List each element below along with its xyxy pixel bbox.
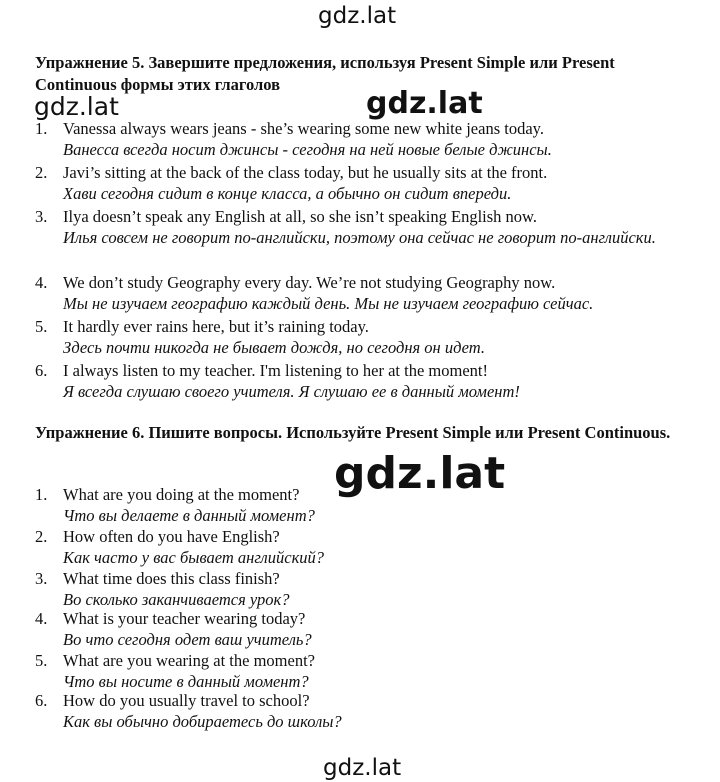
english-sentence: Ilya doesn’t speak any English at all, so she isn’t speaking English now. (63, 207, 538, 226)
item-number: 6. (35, 361, 48, 380)
item-number: 4. (35, 609, 48, 628)
russian-translation: Что вы делаете в данный момент? (63, 506, 315, 525)
russian-translation: Мы не изучаем географию каждый день. Мы не изучаем географию сейчас. (63, 294, 594, 313)
list-item (35, 118, 685, 160)
item-number: 5. (35, 317, 48, 336)
list-item (35, 484, 685, 526)
english-question: What are you wearing at the moment? (63, 651, 315, 670)
item-number: 5. (35, 651, 48, 670)
item-number: 2. (35, 163, 48, 182)
list-item (35, 206, 685, 248)
russian-translation: Как вы обычно добираетесь до школы? (63, 712, 342, 731)
list-item (35, 690, 685, 732)
english-question: What are you doing at the moment? (63, 485, 300, 504)
item-number: 3. (35, 207, 48, 226)
russian-translation: Ванесса всегда носит джинсы - сегодня на ней новые белые джинсы. (63, 140, 552, 159)
watermark: gdz.lat (318, 3, 397, 29)
item-number: 3. (35, 569, 48, 588)
russian-translation: Во сколько заканчивается урок? (63, 590, 290, 609)
list-item (35, 316, 685, 358)
list-item (35, 526, 685, 568)
english-sentence: I always listen to my teacher. I'm listening to her at the moment! (63, 361, 488, 380)
russian-translation: Как часто у вас бывает английский? (63, 548, 325, 567)
item-number: 6. (35, 691, 48, 710)
english-sentence: Javi’s sitting at the back of the class today, but he usually sits at the front. (63, 163, 548, 182)
russian-translation: Хави сегодня сидит в конце класса, а обычно он сидит впереди. (63, 184, 512, 203)
russian-translation: Здесь почти никогда не бывает дождя, но сегодня он идет. (63, 338, 486, 357)
russian-translation: Илья совсем не говорит по-английски, поэтому она сейчас не говорит по-английски. (63, 228, 656, 247)
watermark: gdz.lat (323, 755, 402, 781)
english-sentence: It hardly ever rains here, but it’s raining today. (63, 317, 369, 336)
list-item (35, 568, 685, 610)
english-question: What is your teacher wearing today? (63, 609, 306, 628)
watermark: gdz.lat (334, 448, 506, 499)
item-number: 4. (35, 273, 48, 292)
watermark: gdz.lat (366, 86, 483, 121)
english-question: How do you usually travel to school? (63, 691, 310, 710)
list-item (35, 608, 685, 650)
russian-translation: Я всегда слушаю своего учителя. Я слушаю ее в данный момент! (63, 382, 520, 401)
english-question: What time does this class finish? (63, 569, 280, 588)
item-number: 1. (35, 485, 48, 504)
watermark: gdz.lat (34, 92, 119, 121)
item-number: 1. (35, 119, 48, 138)
russian-translation: Во что сегодня одет ваш учитель? (63, 630, 312, 649)
exercise-5-title: Упражнение 5. Завершите предложения, используя Present Simple или Present Continuous формы этих глаголов (35, 53, 615, 94)
list-item (35, 272, 685, 314)
english-sentence: We don’t study Geography every day. We’re not studying Geography now. (63, 273, 556, 292)
list-item (35, 162, 685, 204)
list-item (35, 360, 685, 402)
russian-translation: Что вы носите в данный момент? (63, 672, 309, 691)
english-question: How often do you have English? (63, 527, 280, 546)
exercise-6-title: Упражнение 6. Пишите вопросы. Используйте Present Simple или Present Continuous. (35, 423, 671, 442)
list-item (35, 650, 685, 692)
english-sentence: Vanessa always wears jeans - she’s wearing some new white jeans today. (63, 119, 544, 138)
item-number: 2. (35, 527, 48, 546)
